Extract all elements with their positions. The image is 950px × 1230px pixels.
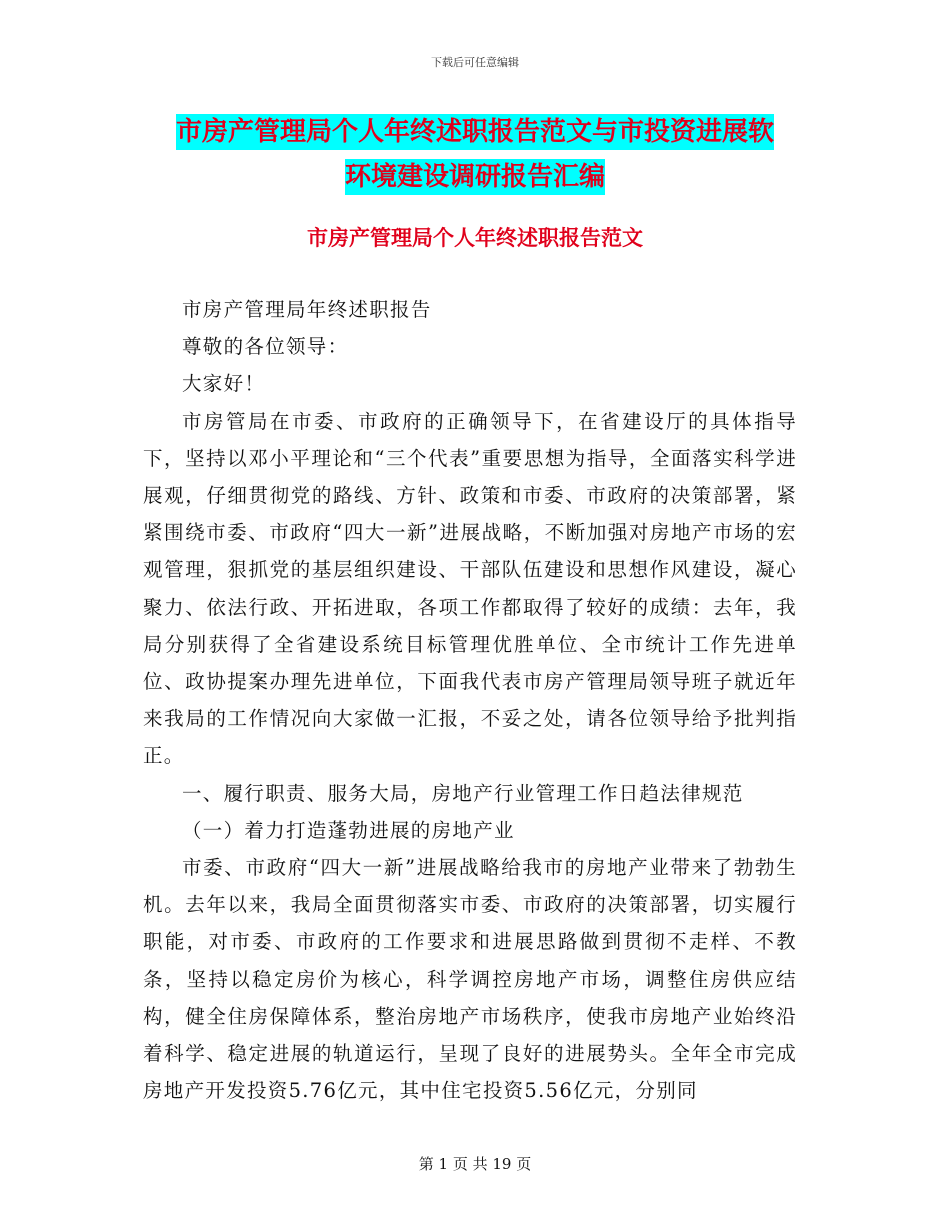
page-number: 第 1 页 共 19 页 (418, 1155, 532, 1173)
paragraph-greeting: 大家好！ (182, 372, 266, 396)
paragraph-intro: 市房管局在市委、市政府的正确领导下，在省建设厅的具体指导下，坚持以邓小平理论和“三个代表”重要思想为指导，全面落实科学进展观，仔细贯彻党的路线、方针、政策和市委、市政府的决策部署，紧紧围绕市委、市政府“四大一新”进展战略，不断加强对房地产市场的宏观管理，狠抓党的基层组织建设、干部队伍建设和思想作风建设，凝心聚力、依法行政、开拓进取，各项工作都取得了较好的成绩：去年，我局分别获得了全省建设系统目标管理优胜单位、全市统计工作先进单位、政协提案办理先进单位，下面我代表市房产管理局领导班子就近年来我局的工作情况向大家做一汇报，不妥之处，请各位领导给予批判指正。 (143, 409, 797, 768)
header-note: 下载后可任意编辑 (431, 56, 519, 69)
paragraph-subsection-1: （一）着力打造蓬勃进展的房地产业 (182, 818, 515, 842)
paragraph-body: 市委、市政府“四大一新”进展战略给我市的房地产业带来了勃勃生机。去年以来，我局全面贯彻落实市委、市政府的决策部署，切实履行职能，对市委、市政府的工作要求和进展思路做到贯彻不走样、不教条，坚持以稳定房价为核心，科学调控房地产市场，调整住房供应结构，健全住房保障体系，整治房地产市场秩序，使我市房地产业始终沿着科学、稳定进展的轨道运行，呈现了良好的进展势头。全年全市完成房地产开发投资5.76亿元，其中住宅投资5.56亿元，分别同 (143, 856, 797, 1103)
paragraph-section-1: 一、履行职责、服务大局，房地产行业管理工作日趋法律规范 (182, 781, 744, 805)
title-line-1: 市房产管理局个人年终述职报告范文与市投资进展软 (176, 114, 774, 150)
section-title: 市房产管理局个人年终述职报告范文 (307, 226, 643, 250)
document-body (143, 291, 797, 1109)
paragraph-report-heading: 市房产管理局年终述职报告 (182, 298, 432, 321)
paragraph-salutation: 尊敬的各位领导： (182, 335, 349, 359)
title-line-2: 环境建设调研报告汇编 (345, 159, 605, 195)
document-title (0, 110, 950, 200)
